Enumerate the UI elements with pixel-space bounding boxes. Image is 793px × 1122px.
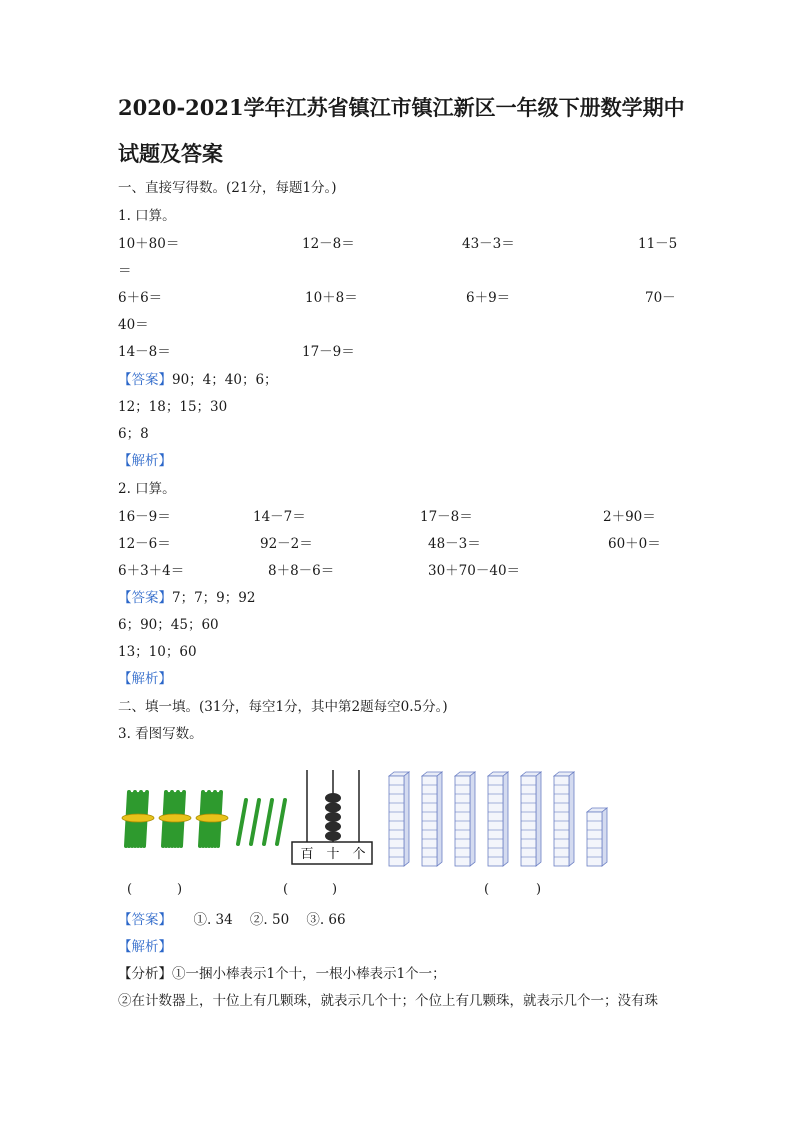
q2-r3-c1: 6＋3＋4＝ xyxy=(118,563,185,579)
q2-label: 2. 口算。 xyxy=(118,481,176,497)
q2-r1-c1: 16－9＝ xyxy=(118,509,171,525)
single-stick xyxy=(264,800,272,844)
q2-answer-l3: 13；10；60 xyxy=(118,644,197,660)
abacus-bead xyxy=(325,812,341,822)
q1-r1-c2: 12－8＝ xyxy=(302,236,355,252)
q1-r2-wrap: 40＝ xyxy=(118,317,149,333)
q2-r1-c2: 14－7＝ xyxy=(253,509,306,525)
q3-analysis-tag: 【解析】 xyxy=(118,939,172,955)
answer-tag: 【答案】 xyxy=(118,590,172,606)
q1-r1-c3: 43－3＝ xyxy=(462,236,515,252)
ten-rod xyxy=(422,772,442,866)
blank-1-open[interactable]: ( xyxy=(127,882,133,897)
abacus-label-ones: 个 xyxy=(352,847,366,862)
q1-r3-c1: 14－8＝ xyxy=(118,344,171,360)
single-stick xyxy=(238,800,246,844)
q1-answer xyxy=(118,370,278,390)
q2-analysis-tag: 【解析】 xyxy=(118,671,172,687)
q3-note-text-1: ①一捆小棒表示1个十，一根小棒表示1个一； xyxy=(172,966,446,982)
base-ten-blocks-figure xyxy=(385,768,615,872)
q2-answer xyxy=(118,588,255,608)
q3-label: 3. 看图写数。 xyxy=(118,726,203,742)
abacus-bead xyxy=(325,803,341,813)
q2-r1-c4: 2＋90＝ xyxy=(603,509,656,525)
blank-2-close[interactable]: ) xyxy=(332,882,338,897)
q1-r1-wrap: ＝ xyxy=(118,263,132,279)
q1-r3-c2: 17－9＝ xyxy=(302,344,355,360)
answer-tag: 【答案】 xyxy=(118,372,172,388)
ten-rod xyxy=(389,772,409,866)
abacus-bead xyxy=(325,822,341,832)
answer-tag: 【答案】 xyxy=(118,912,172,928)
section2-heading: 二、填一填。(31分，每空1分，其中第2题每空0.5分。) xyxy=(118,699,448,715)
q2-answer-l1: 7；7；9；92 xyxy=(172,590,256,606)
q3-answer xyxy=(118,910,346,930)
q1-r2-c3: 6＋9＝ xyxy=(466,290,511,306)
ten-rod xyxy=(554,772,574,866)
q1-label: 1. 口算。 xyxy=(118,208,176,224)
q1-analysis-tag: 【解析】 xyxy=(118,453,172,469)
q1-r2-c2: 10＋8＝ xyxy=(305,290,358,306)
stick-bundle xyxy=(122,792,154,846)
stick-bundles-figure xyxy=(120,788,290,858)
stick-bundle xyxy=(196,792,228,846)
blank-2-open[interactable]: ( xyxy=(283,882,289,897)
q1-r2-c4: 70－ xyxy=(645,290,676,306)
q2-answer-l2: 6；90；45；60 xyxy=(118,617,219,633)
q2-r2-c3: 48－3＝ xyxy=(428,536,481,552)
q1-answer-l1: 90；4；40；6； xyxy=(172,372,278,388)
q1-answer-l3: 6；8 xyxy=(118,426,149,442)
q2-r2-c2: 92－2＝ xyxy=(260,536,313,552)
ten-rod xyxy=(455,772,475,866)
blank-3-close[interactable]: ) xyxy=(536,882,542,897)
abacus-bead xyxy=(325,831,341,841)
abacus-label-hundreds: 百 xyxy=(300,847,314,862)
abacus-bead xyxy=(325,793,341,803)
ten-rod xyxy=(521,772,541,866)
unit-cubes xyxy=(587,808,607,866)
q1-answer-l2: 12；18；15；30 xyxy=(118,399,228,415)
q1-r1-c1: 10＋80＝ xyxy=(118,236,180,252)
abacus-label-tens: 十 xyxy=(326,847,340,862)
stick-bundle xyxy=(159,792,191,846)
abacus-figure xyxy=(290,768,376,868)
title-line-1: 2020-2021学年江苏省镇江市镇江新区一年级下册数学期中 xyxy=(118,95,685,120)
q2-r3-c2: 8＋8－6＝ xyxy=(268,563,335,579)
blank-3-open[interactable]: ( xyxy=(484,882,490,897)
q2-r3-c3: 30＋70－40＝ xyxy=(428,563,521,579)
q3-note-l2: ②在计数器上，十位上有几颗珠，就表示几个十；个位上有几颗珠，就表示几个一；没有珠 xyxy=(118,993,658,1009)
q2-r2-c4: 60＋0＝ xyxy=(608,536,661,552)
single-stick xyxy=(277,800,285,844)
blank-1-close[interactable]: ) xyxy=(177,882,183,897)
section1-heading: 一、直接写得数。(21分，每题1分。) xyxy=(118,180,337,196)
q2-r1-c3: 17－8＝ xyxy=(420,509,473,525)
q3-answer-text: ①. 34 ②. 50 ③. 66 xyxy=(193,912,346,928)
q1-r1-c4: 11－5 xyxy=(638,236,678,252)
title-line-2: 试题及答案 xyxy=(118,141,223,166)
ten-rod xyxy=(488,772,508,866)
q3-note-l1 xyxy=(118,964,446,984)
q2-r2-c1: 12－6＝ xyxy=(118,536,171,552)
q1-r2-c1: 6＋6＝ xyxy=(118,290,163,306)
note-tag: 【分析】 xyxy=(118,966,172,982)
single-stick xyxy=(251,800,259,844)
